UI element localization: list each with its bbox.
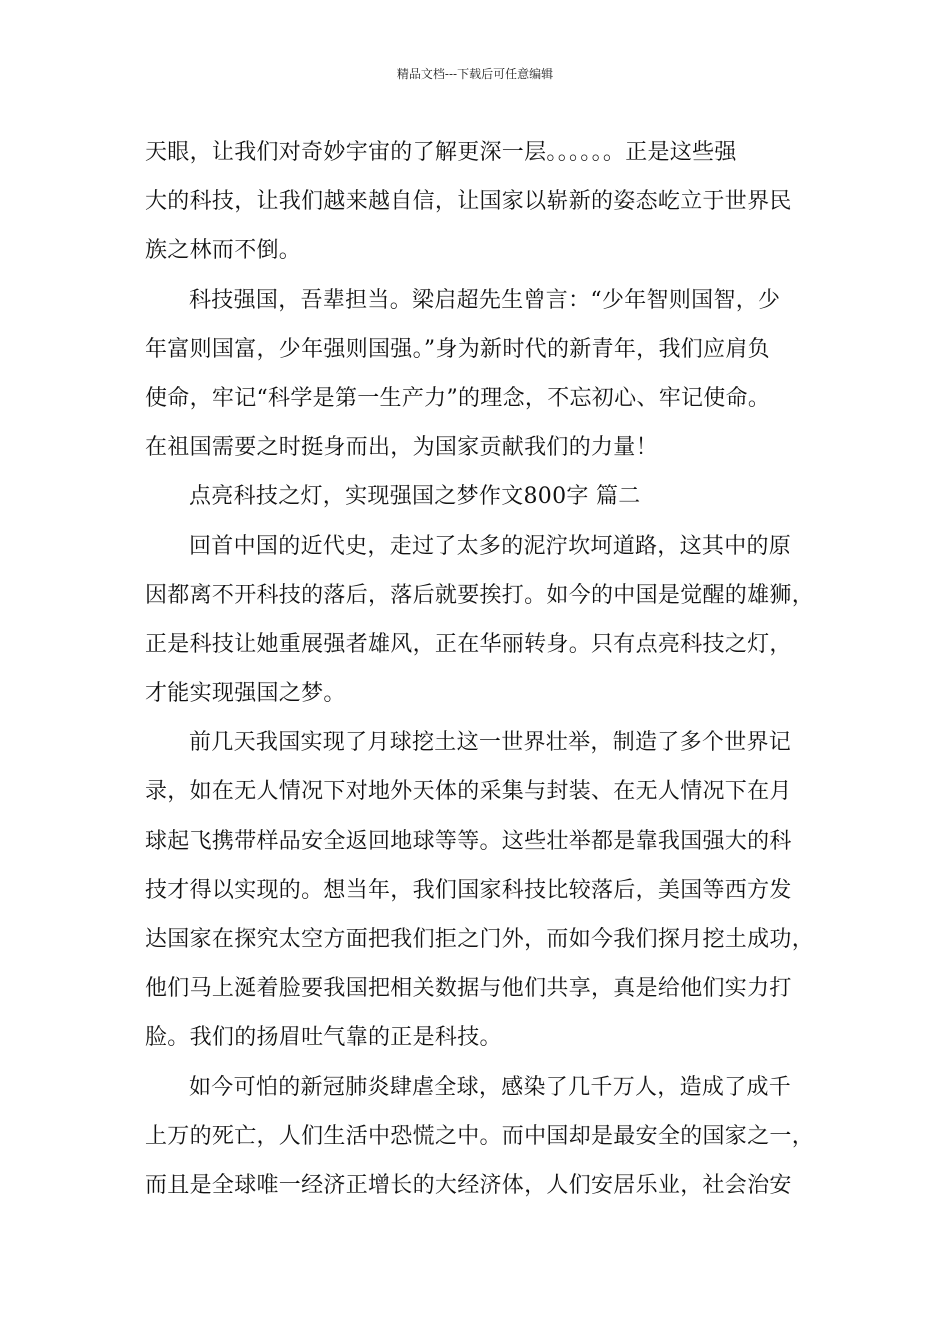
text-line: 正是科技让她重展强者雄风，正在华丽转身。只有点亮科技之灯， [145,631,792,657]
text-line: 他们马上涎着脸要我国把相关数据与他们共享，真是给他们实力打 [145,976,792,1002]
text-line: 族之林而不倒。 [145,238,302,264]
text-line: 因都离不开科技的落后，落后就要挨打。如今的中国是觉醒的雄狮， [145,582,815,608]
paragraph-start-line: 前几天我国实现了月球挖土这一世界壮举，制造了多个世界记 [189,730,792,756]
text-line: 使命，牢记“科学是第一生产力”的理念，不忘初心、牢记使命。 [145,385,771,411]
paragraph-start-line: 回首中国的近代史，走过了太多的泥泞坎坷道路，这其中的原 [189,533,792,559]
text-line: 达国家在探究太空方面把我们拒之门外，而如今我们探月挖土成功， [145,927,815,952]
text-line: 在祖国需要之时挺身而出，为国家贡献我们的力量！ [145,435,658,461]
text-line: 年富则国富，少年强则国强。”身为新时代的新青年，我们应肩负 [145,336,770,362]
document-body [145,128,815,1210]
text-line: 而且是全球唯一经济正增长的大经济体，人们安居乐业，社会治安 [145,1172,792,1198]
section-title: 点亮科技之灯，实现强国之梦作文800字 篇二 [189,484,641,510]
text-line: 球起飞携带样品安全返回地球等等。这些壮举都是靠我国强大的科 [145,828,792,854]
page-header: 精品文档---下载后可任意编辑 [396,67,554,81]
text-line: 上万的死亡，人们生活中恐慌之中。而中国却是最安全的国家之一， [145,1123,815,1149]
text-line: 大的科技，让我们越来越自信，让国家以崭新的姿态屹立于世界民 [145,189,792,215]
text-line: 天眼，让我们对奇妙宇宙的了解更深一层。。。。。。正是这些强 [145,140,737,165]
text-line: 才能实现强国之梦。 [145,681,346,707]
text-line: 录，如在无人情况下对地外天体的采集与封装、在无人情况下在月 [145,779,792,805]
paragraph-start-line: 科技强国，吾辈担当。梁启超先生曾言：“少年智则国智，少 [189,287,781,313]
text-line: 脸。我们的扬眉吐气靠的正是科技。 [145,1025,502,1051]
paragraph-start-line: 如今可怕的新冠肺炎肆虐全球，感染了几千万人，造成了成千 [189,1074,792,1100]
text-line: 技才得以实现的。想当年，我们国家科技比较落后，美国等西方发 [145,877,792,903]
